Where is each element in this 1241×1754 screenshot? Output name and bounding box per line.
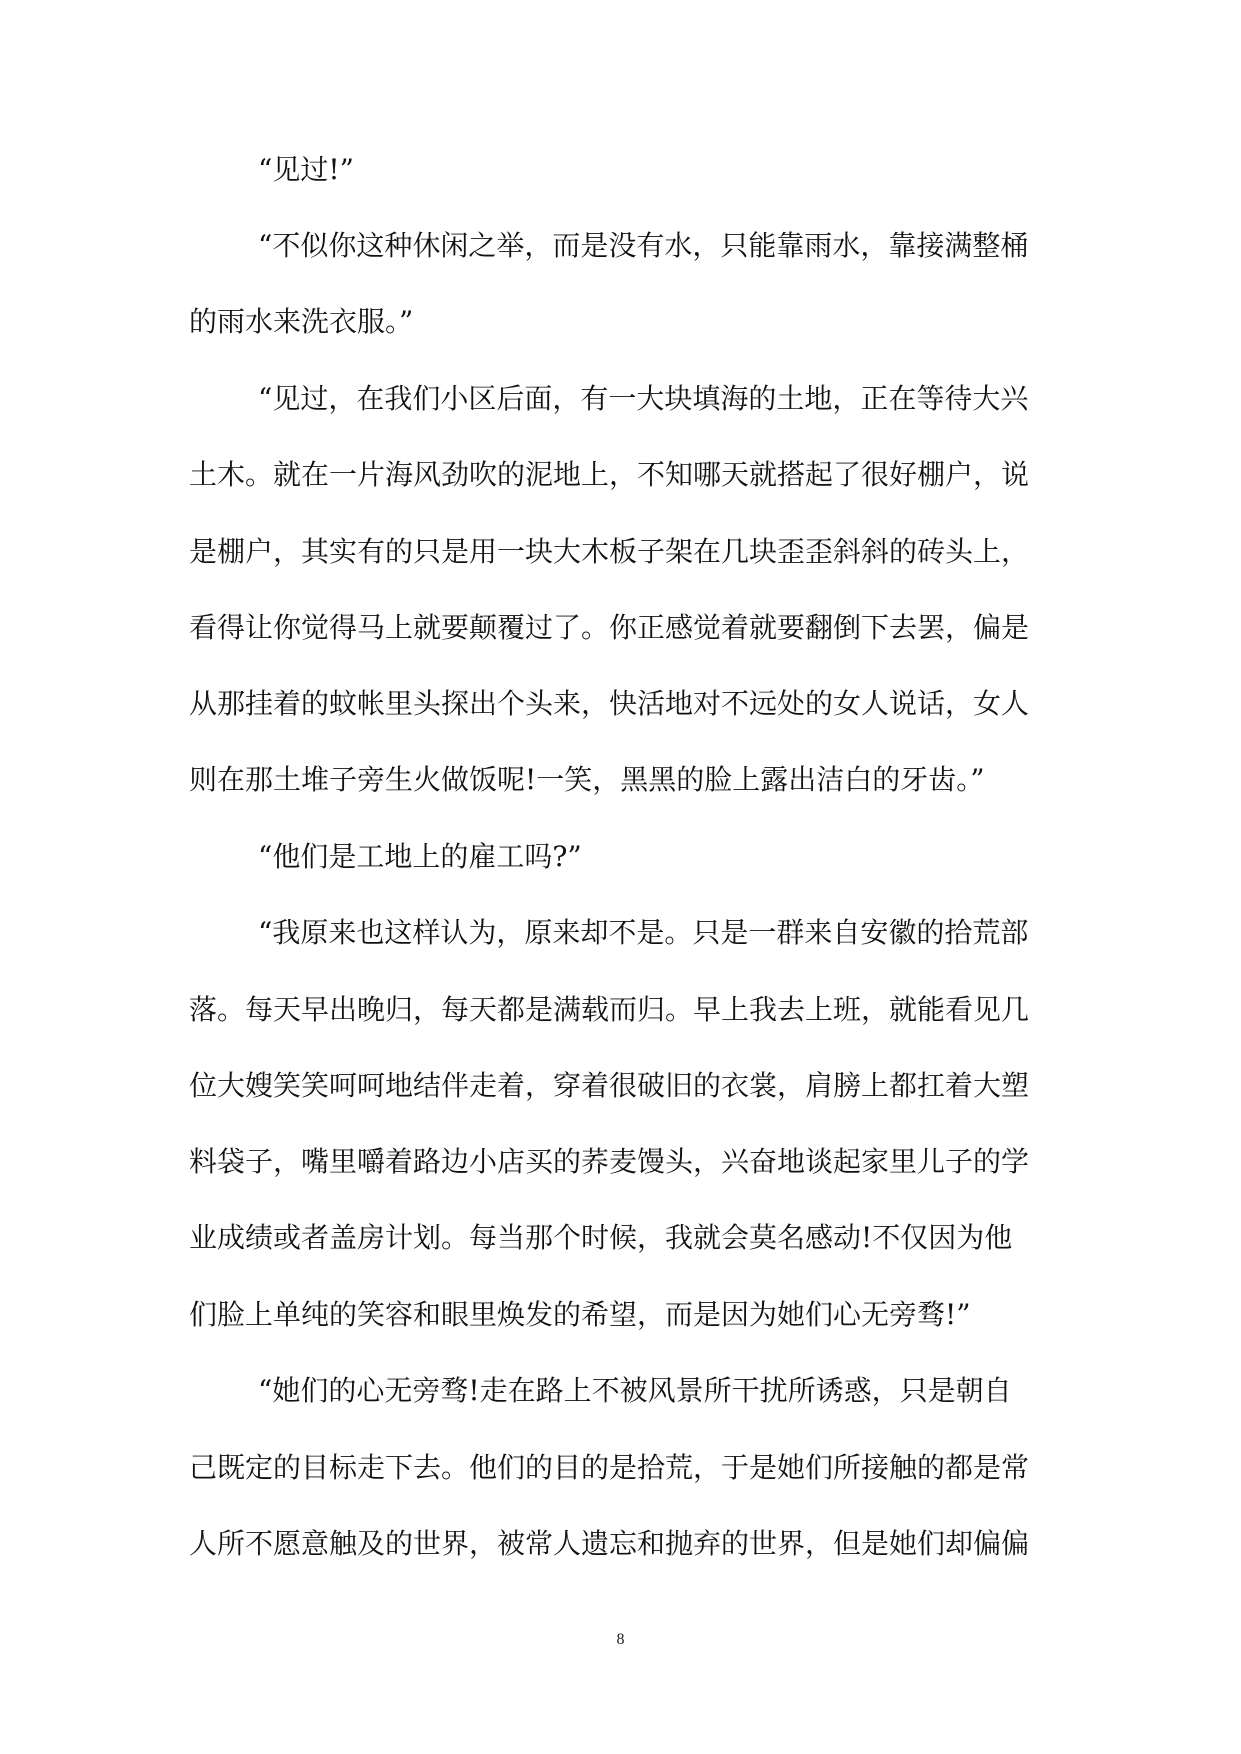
paragraph-line: 业成绩或者盖房计划。每当那个时候，我就会莫名感动!不仅因为他 [189, 1221, 1013, 1254]
paragraph-line: 人所不愿意触及的世界，被常人遗忘和抛弃的世界，但是她们却偏偏 [189, 1527, 1030, 1560]
paragraph-line: “我原来也这样认为，原来却不是。只是一群来自安徽的拾荒部 [258, 916, 1029, 949]
paragraph-line: 则在那土堆子旁生火做饭呢!一笑，黑黑的脸上露出洁白的牙齿。” [189, 763, 985, 796]
paragraph-line: “她们的心无旁骛!走在路上不被风景所干扰所诱惑，只是朝自 [258, 1374, 1012, 1407]
paragraph-line: 是棚户，其实有的只是用一块大木板子架在几块歪歪斜斜的砖头上， [189, 535, 1030, 568]
paragraph-line: 落。每天早出晚归，每天都是满载而归。早上我去上班，就能看见几 [189, 993, 1030, 1026]
paragraph-line: “他们是工地上的雇工吗?” [258, 840, 582, 873]
paragraph-line: 的雨水来洗衣服。” [189, 305, 414, 338]
paragraph-line: “见过!” [258, 153, 354, 186]
paragraph-line: 料袋子，嘴里嚼着路边小店买的荞麦馒头，兴奋地谈起家里儿子的学 [189, 1145, 1030, 1178]
paragraph-line: 看得让你觉得马上就要颠覆过了。你正感觉着就要翻倒下去罢，偏是 [189, 611, 1030, 644]
paragraph-line: “不似你这种休闲之举，而是没有水，只能靠雨水，靠接满整桶 [258, 229, 1029, 262]
paragraph-line: 土木。就在一片海风劲吹的泥地上，不知哪天就搭起了很好棚户，说 [189, 458, 1030, 491]
paragraph-line: 们脸上单纯的笑容和眼里焕发的希望，而是因为她们心无旁骛!” [189, 1298, 971, 1331]
paragraph-line: 从那挂着的蚊帐里头探出个头来，快活地对不远处的女人说话，女人 [189, 687, 1030, 720]
page-number: 8 [616, 1631, 625, 1648]
paragraph-line: 己既定的目标走下去。他们的目的是拾荒，于是她们所接触的都是常 [189, 1451, 1030, 1484]
paragraph-line: “见过，在我们小区后面，有一大块填海的土地，正在等待大兴 [258, 382, 1029, 415]
paragraph-line: 位大嫂笑笑呵呵地结伴走着，穿着很破旧的衣裳，肩膀上都扛着大塑 [189, 1069, 1030, 1102]
